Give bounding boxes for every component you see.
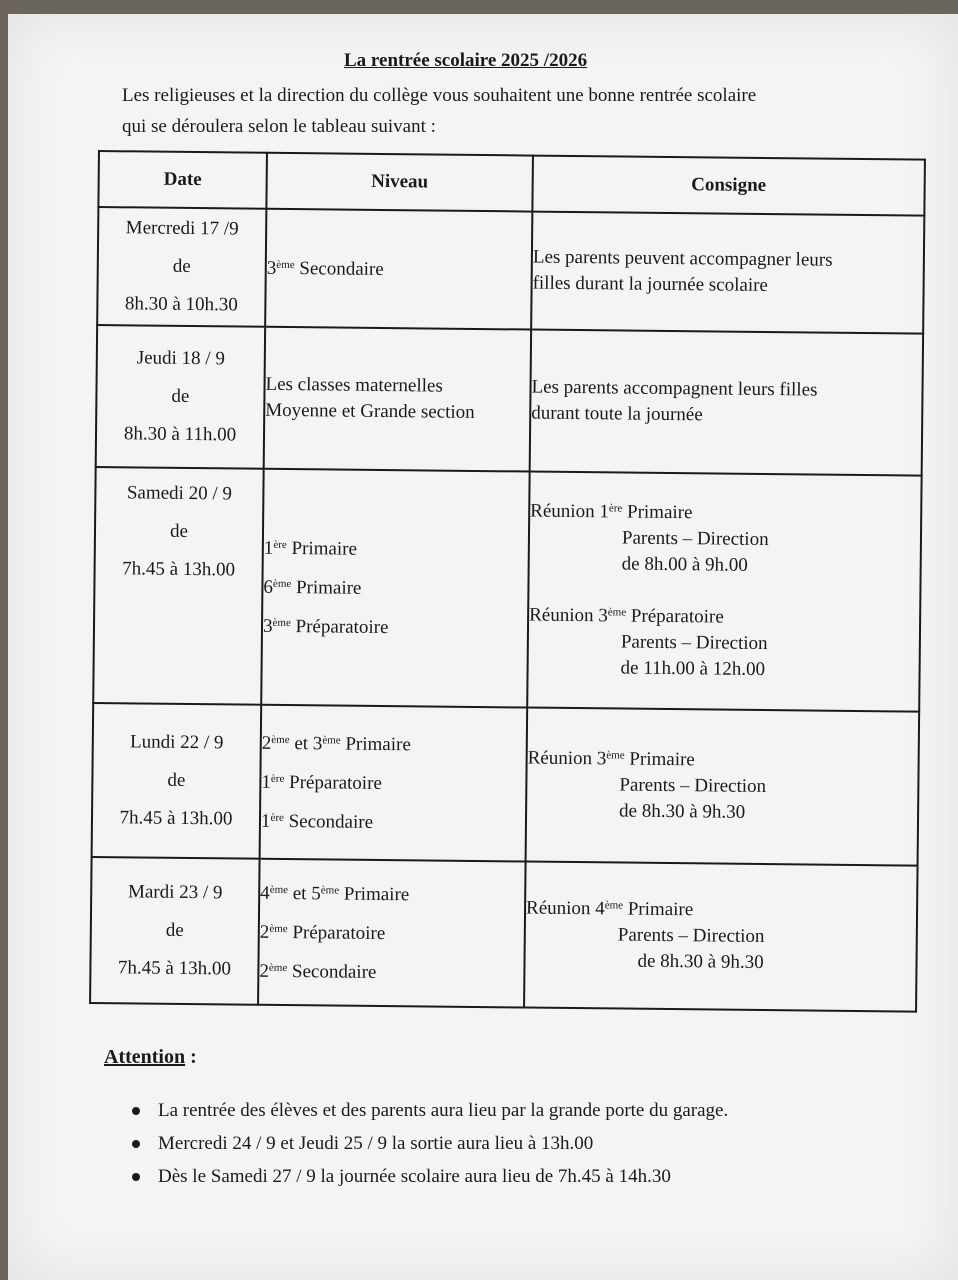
meeting-title: Réunion 3ème Préparatoire [529, 604, 724, 628]
meeting-time: de 8h.30 à 9h.30 [618, 800, 746, 823]
header-consigne: Consigne [532, 156, 925, 216]
niveau-line: 3ème Préparatoire [262, 615, 389, 638]
header-niveau: Niveau [266, 153, 533, 212]
niveau-line: 1ère Primaire [263, 537, 358, 560]
niveau-line: Les classes maternelles [265, 373, 443, 397]
date-time: 7h.45 à 13h.00 [122, 558, 236, 581]
date-cell [92, 703, 262, 859]
intro-line: qui se déroulera selon le tableau suivant : [122, 116, 436, 137]
meeting-time: de 8h.00 à 9h.00 [621, 553, 748, 576]
consigne-cell [526, 708, 920, 866]
date-de: de [169, 520, 189, 542]
date-cell [97, 207, 266, 327]
niveau-cell [264, 327, 531, 472]
table-row [93, 467, 921, 712]
intro-paragraph [122, 80, 882, 142]
page-title: La rentrée scolaire 2025 /2026 [344, 50, 588, 71]
consigne-cell [531, 212, 924, 334]
niveau-cell [265, 209, 532, 330]
date-de: de [171, 385, 190, 407]
niveau-line: 6ème Primaire [263, 576, 362, 599]
meeting-time: de 11h.00 à 12h.00 [620, 657, 766, 681]
meeting-title: Réunion 4ème Primaire [525, 897, 694, 921]
niveau-cell [260, 705, 528, 862]
niveau-line: Moyenne et Grande section [265, 399, 475, 423]
date-cell [96, 325, 265, 469]
date-de: de [172, 255, 191, 277]
table-row [90, 857, 917, 1012]
consigne-line: Les parents accompagnent leurs filles [531, 376, 818, 401]
date-day: Jeudi 18 / 9 [136, 347, 225, 370]
date-time: 7h.45 à 13h.00 [117, 957, 232, 980]
consigne-cell [524, 862, 918, 1012]
table-header-row [98, 151, 925, 216]
niveau-line: 2ème et 3ème Primaire [261, 732, 411, 755]
niveau-line: 1ère Secondaire [260, 810, 374, 833]
date-time: 7h.45 à 13h.00 [119, 807, 233, 830]
date-time: 8h.30 à 11h.00 [123, 423, 237, 446]
list-item: Dès le Samedi 27 / 9 la journée scolaire aura lieu de 7h.45 à 14h.30 [132, 1160, 912, 1193]
header-date: Date [98, 151, 267, 209]
niveau-line: 1ère Préparatoire [261, 771, 383, 794]
niveau-cell [261, 469, 529, 708]
date-day: Samedi 20 / 9 [126, 482, 233, 505]
notes-list [132, 1094, 912, 1193]
list-item: La rentrée des élèves et des parents aura lieu par la grande porte du garage. [132, 1094, 912, 1127]
niveau-line: 3ème Secondaire [266, 257, 384, 280]
date-de: de [167, 769, 186, 791]
date-cell [90, 857, 260, 1005]
attention-heading: Attention : [104, 1046, 197, 1068]
consigne-line: Les parents peuvent accompagner leurs [532, 246, 833, 271]
meeting-parents: Parents – Direction [617, 924, 765, 948]
consigne-line: durant toute la journée [531, 402, 703, 426]
list-item: Mercredi 24 / 9 et Jeudi 25 / 9 la sortie aura lieu à 13h.00 [132, 1127, 912, 1160]
consigne-line: filles durant la journée scolaire [532, 272, 769, 297]
date-day: Mardi 23 / 9 [127, 881, 223, 904]
niveau-cell [258, 859, 526, 1008]
date-cell [93, 467, 263, 705]
meeting-parents: Parents – Direction [620, 631, 768, 655]
meeting-parents: Parents – Direction [619, 774, 767, 798]
meeting-time: de 8h.30 à 9h.30 [637, 950, 764, 974]
consigne-cell [527, 472, 921, 712]
date-time: 8h.30 à 10h.30 [124, 293, 238, 316]
niveau-line: 4ème et 5ème Primaire [260, 882, 410, 905]
date-day: Lundi 22 / 9 [129, 731, 224, 754]
meeting-title: Réunion 3ème Primaire [527, 747, 695, 771]
intro-line: Les religieuses et la direction du collège vous souhaitent une bonne rentrée scolaire [122, 85, 757, 106]
schedule-table [89, 150, 926, 1013]
date-day: Mercredi 17 /9 [125, 217, 239, 240]
table-row [92, 703, 920, 866]
niveau-line: 2ème Préparatoire [259, 921, 386, 944]
table-row [96, 325, 923, 476]
meeting-title: Réunion 1ère Primaire [530, 500, 693, 524]
meeting-parents: Parents – Direction [621, 527, 769, 551]
consigne-cell [530, 330, 923, 476]
table-row [97, 207, 924, 334]
niveau-line: 2ème Secondaire [259, 960, 377, 983]
date-de: de [165, 919, 184, 941]
